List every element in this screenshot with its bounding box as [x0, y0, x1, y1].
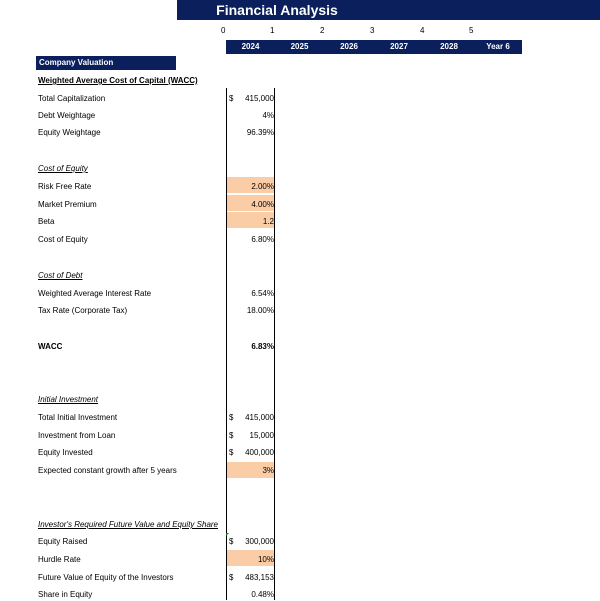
value-debt-weightage[interactable]: 4%	[262, 111, 274, 120]
column-index-2: 2	[320, 26, 325, 35]
value-equity-invested[interactable]: 400,000	[245, 448, 274, 457]
value-share-in-equity[interactable]: 0.48%	[251, 590, 274, 599]
label-investor-required-heading: Investor's Required Future Value and Equity Share	[38, 520, 218, 529]
label-weighted-average-interest-rate: Weighted Average Interest Rate	[38, 289, 152, 298]
column-index-5: 5	[469, 26, 474, 35]
label-total-capitalization: Total Capitalization	[38, 94, 106, 103]
label-market-premium: Market Premium	[38, 200, 97, 209]
value-total-capitalization[interactable]: 415,000	[245, 94, 274, 103]
currency-symbol: $	[229, 94, 234, 103]
currency-symbol: $	[229, 448, 234, 457]
label-tax-rate: Tax Rate (Corporate Tax)	[38, 306, 128, 315]
currency-symbol: $	[229, 431, 234, 440]
value-expected-constant-growth[interactable]: 3%	[262, 466, 274, 475]
wacc-heading: Weighted Average Cost of Capital (WACC)	[38, 76, 198, 85]
label-initial-investment-heading: Initial Investment	[38, 395, 99, 404]
label-equity-invested: Equity Invested	[38, 448, 93, 457]
value-total-initial-investment[interactable]: 415,000	[245, 413, 274, 422]
value-beta[interactable]: 1.2	[262, 217, 274, 226]
column-index-3: 3	[370, 26, 375, 35]
year-2025: 2025	[290, 42, 309, 51]
value-hurdle-rate[interactable]: 10%	[257, 555, 274, 564]
sheet-title: Financial Analysis	[216, 2, 338, 18]
label-share-in-equity: Share in Equity	[38, 590, 93, 599]
column-index-1: 1	[270, 26, 275, 35]
label-equity-weightage: Equity Weightage	[38, 128, 101, 137]
value-investment-from-loan[interactable]: 15,000	[249, 431, 274, 440]
value-equity-weightage[interactable]: 96.39%	[246, 128, 274, 137]
cell-comment-indicator-icon	[226, 533, 229, 536]
year-6-onwards: Year 6 Onwards	[480, 42, 516, 65]
value-cost-of-equity[interactable]: 6.80%	[251, 235, 274, 244]
value-wacc[interactable]: 6.83%	[251, 342, 274, 351]
year-2027: 2027	[390, 42, 408, 51]
currency-symbol: $	[229, 537, 234, 546]
currency-symbol: $	[229, 413, 234, 422]
label-risk-free-rate: Risk Free Rate	[38, 182, 92, 191]
year-2026: 2026	[340, 42, 358, 51]
label-expected-constant-growth: Expected constant growth after 5 years	[38, 466, 177, 475]
label-investment-from-loan: Investment from Loan	[38, 431, 116, 440]
label-equity-raised: Equity Raised	[38, 537, 88, 546]
label-cost-of-debt-heading: Cost of Debt	[38, 271, 83, 280]
value-equity-raised[interactable]: 300,000	[245, 537, 274, 546]
label-hurdle-rate: Hurdle Rate	[38, 555, 81, 564]
label-cost-of-equity: Cost of Equity	[38, 235, 88, 244]
label-wacc: WACC	[38, 342, 63, 351]
value-future-value-of-equity[interactable]: 483,153	[245, 573, 274, 582]
value-tax-rate[interactable]: 18.00%	[246, 306, 274, 315]
label-beta: Beta	[38, 217, 55, 226]
year-2024: 2024	[241, 42, 260, 51]
currency-symbol: $	[229, 573, 234, 582]
label-cost-of-equity-heading: Cost of Equity	[38, 164, 88, 173]
year-2028: 2028	[440, 42, 458, 51]
label-total-initial-investment: Total Initial Investment	[38, 413, 118, 422]
column-index-4: 4	[420, 26, 425, 35]
value-risk-free-rate[interactable]: 2.00%	[251, 182, 274, 191]
value-weighted-average-interest-rate[interactable]: 6.54%	[251, 289, 274, 298]
section-header-company-valuation: Company Valuation	[36, 56, 176, 70]
column-index-0: 0	[221, 26, 226, 35]
label-future-value-of-equity: Future Value of Equity of the Investors	[38, 573, 174, 582]
value-market-premium[interactable]: 4.00%	[251, 200, 274, 209]
label-debt-weightage: Debt Weightage	[38, 111, 96, 120]
